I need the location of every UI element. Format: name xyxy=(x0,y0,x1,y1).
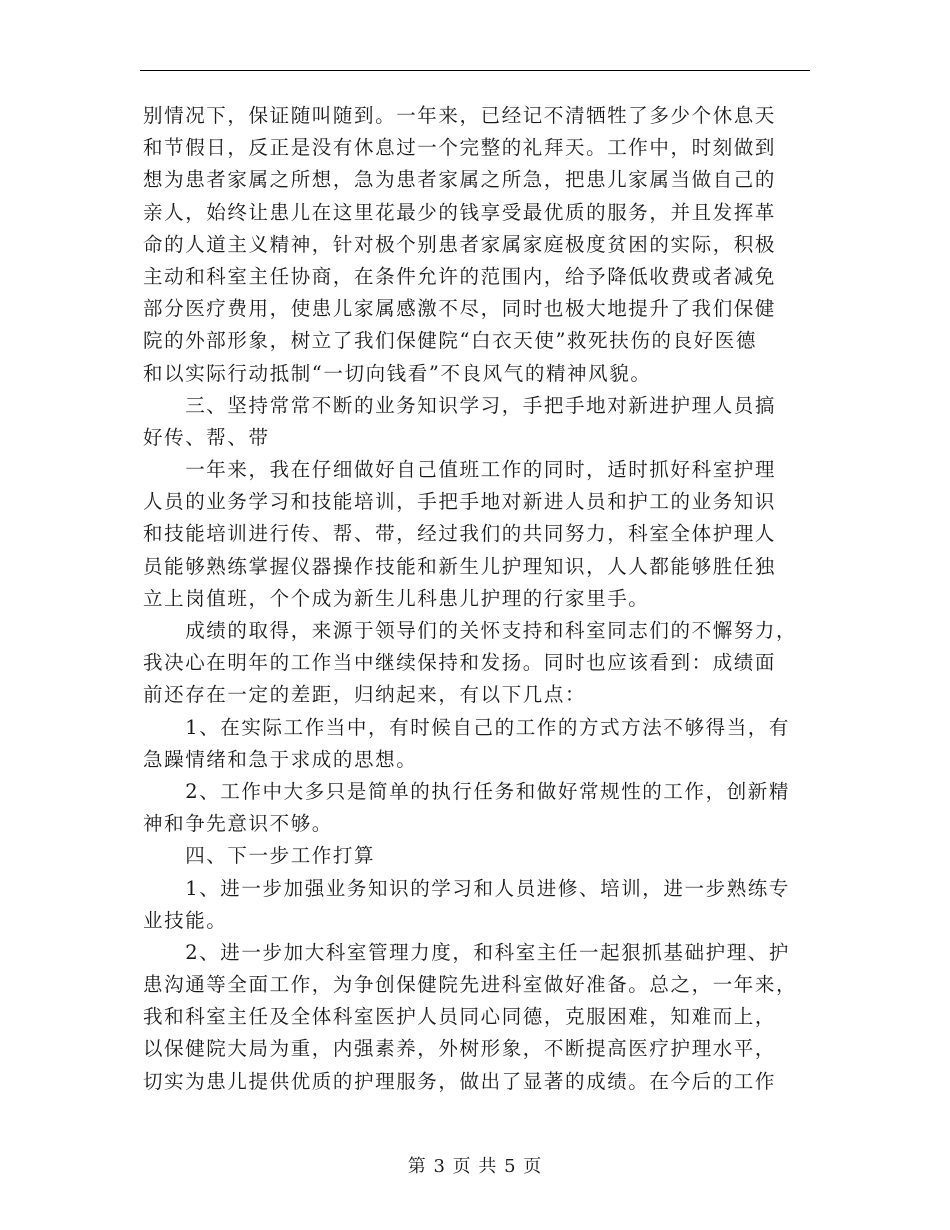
list-item: 患沟通等全面工作，为争创保健院先进科室做好准备。总之，一年来， xyxy=(143,973,798,997)
list-item: 神和争先意识不够。 xyxy=(143,812,333,836)
header-rule xyxy=(140,70,810,71)
text-line: 切实为患儿提供优质的护理服务，做出了显著的成绩。在今后的工作 xyxy=(143,1069,777,1093)
text-line: 人员的业务学习和技能培训，手把手地对新进人员和护工的业务知识 xyxy=(143,490,777,514)
text-line: 想为患者家属之所想，急为患者家属之所急，把患儿家属当做自己的 xyxy=(143,168,777,192)
list-item: 2、工作中大多只是简单的执行任务和做好常规性的工作，创新精 xyxy=(143,779,791,803)
list-item: 2、进一步加大科室管理力度，和科室主任一起狠抓基础护理、护 xyxy=(143,940,791,964)
text-line: 亲人，始终让患儿在这里花最少的钱享受最优质的服务，并且发挥革 xyxy=(143,200,777,224)
text-line: 命的人道主义精神，针对极个别患者家属家庭极度贫困的实际，积极 xyxy=(143,232,777,256)
body-text xyxy=(143,100,813,1098)
text-line: 前还存在一定的差距，归纳起来，有以下几点： xyxy=(143,683,587,707)
text-line: 别情况下，保证随叫随到。一年来，已经记不清牺牲了多少个休息天 xyxy=(143,104,777,127)
text-line: 成绩的取得，来源于领导们的关怀支持和科室同志们的不懈努力， xyxy=(143,619,798,642)
section-heading: 好传、帮、带 xyxy=(143,425,270,449)
text-line: 员能够熟练掌握仪器操作技能和新生儿护理知识，人人都能够胜任独 xyxy=(143,554,777,578)
text-line: 以保健院大局为重，内强素养，外树形象，不断提高医疗护理水平， xyxy=(143,1037,777,1061)
text-line: 立上岗值班，个个成为新生儿科患儿护理的行家里手。 xyxy=(143,586,650,610)
page-number-footer: 第 3 页 共 5 页 xyxy=(407,1156,543,1177)
text-line: 院的外部形象，树立了我们保健院“白衣天使”救死扶伤的良好医德 xyxy=(143,329,757,353)
list-item: 1、在实际工作当中，有时候自己的工作的方式方法不够得当，有 xyxy=(143,715,791,739)
text-line: 主动和科室主任协商，在条件允许的范围内，给予降低收费或者减免 xyxy=(143,264,777,288)
text-line: 我决心在明年的工作当中继续保持和发扬。同时也应该看到：成绩面 xyxy=(143,651,777,675)
list-item: 急躁情绪和急于求成的思想。 xyxy=(143,747,418,771)
section-heading: 三、坚持常常不断的业务知识学习，手把手地对新进护理人员搞 xyxy=(143,393,777,417)
list-item: 1、进一步加强业务知识的学习和人员进修、培训，进一步熟练专 xyxy=(143,876,791,900)
text-line: 和节假日，反正是没有休息过一个完整的礼拜天。工作中，时刻做到 xyxy=(143,136,777,160)
text-line: 和以实际行动抵制“一切向钱看”不良风气的精神风貌。 xyxy=(143,361,652,385)
text-line: 和技能培训进行传、帮、带，经过我们的共同努力，科室全体护理人 xyxy=(143,522,777,546)
text-line: 一年来，我在仔细做好自己值班工作的同时，适时抓好科室护理 xyxy=(143,458,777,482)
text-line: 我和科室主任及全体科室医护人员同心同德，克服困难，知难而上， xyxy=(143,1005,777,1029)
section-heading: 四、下一步工作打算 xyxy=(143,844,376,868)
list-item: 业技能。 xyxy=(143,908,228,932)
text-line: 部分医疗费用，使患儿家属感激不尽，同时也极大地提升了我们保健 xyxy=(143,297,777,321)
